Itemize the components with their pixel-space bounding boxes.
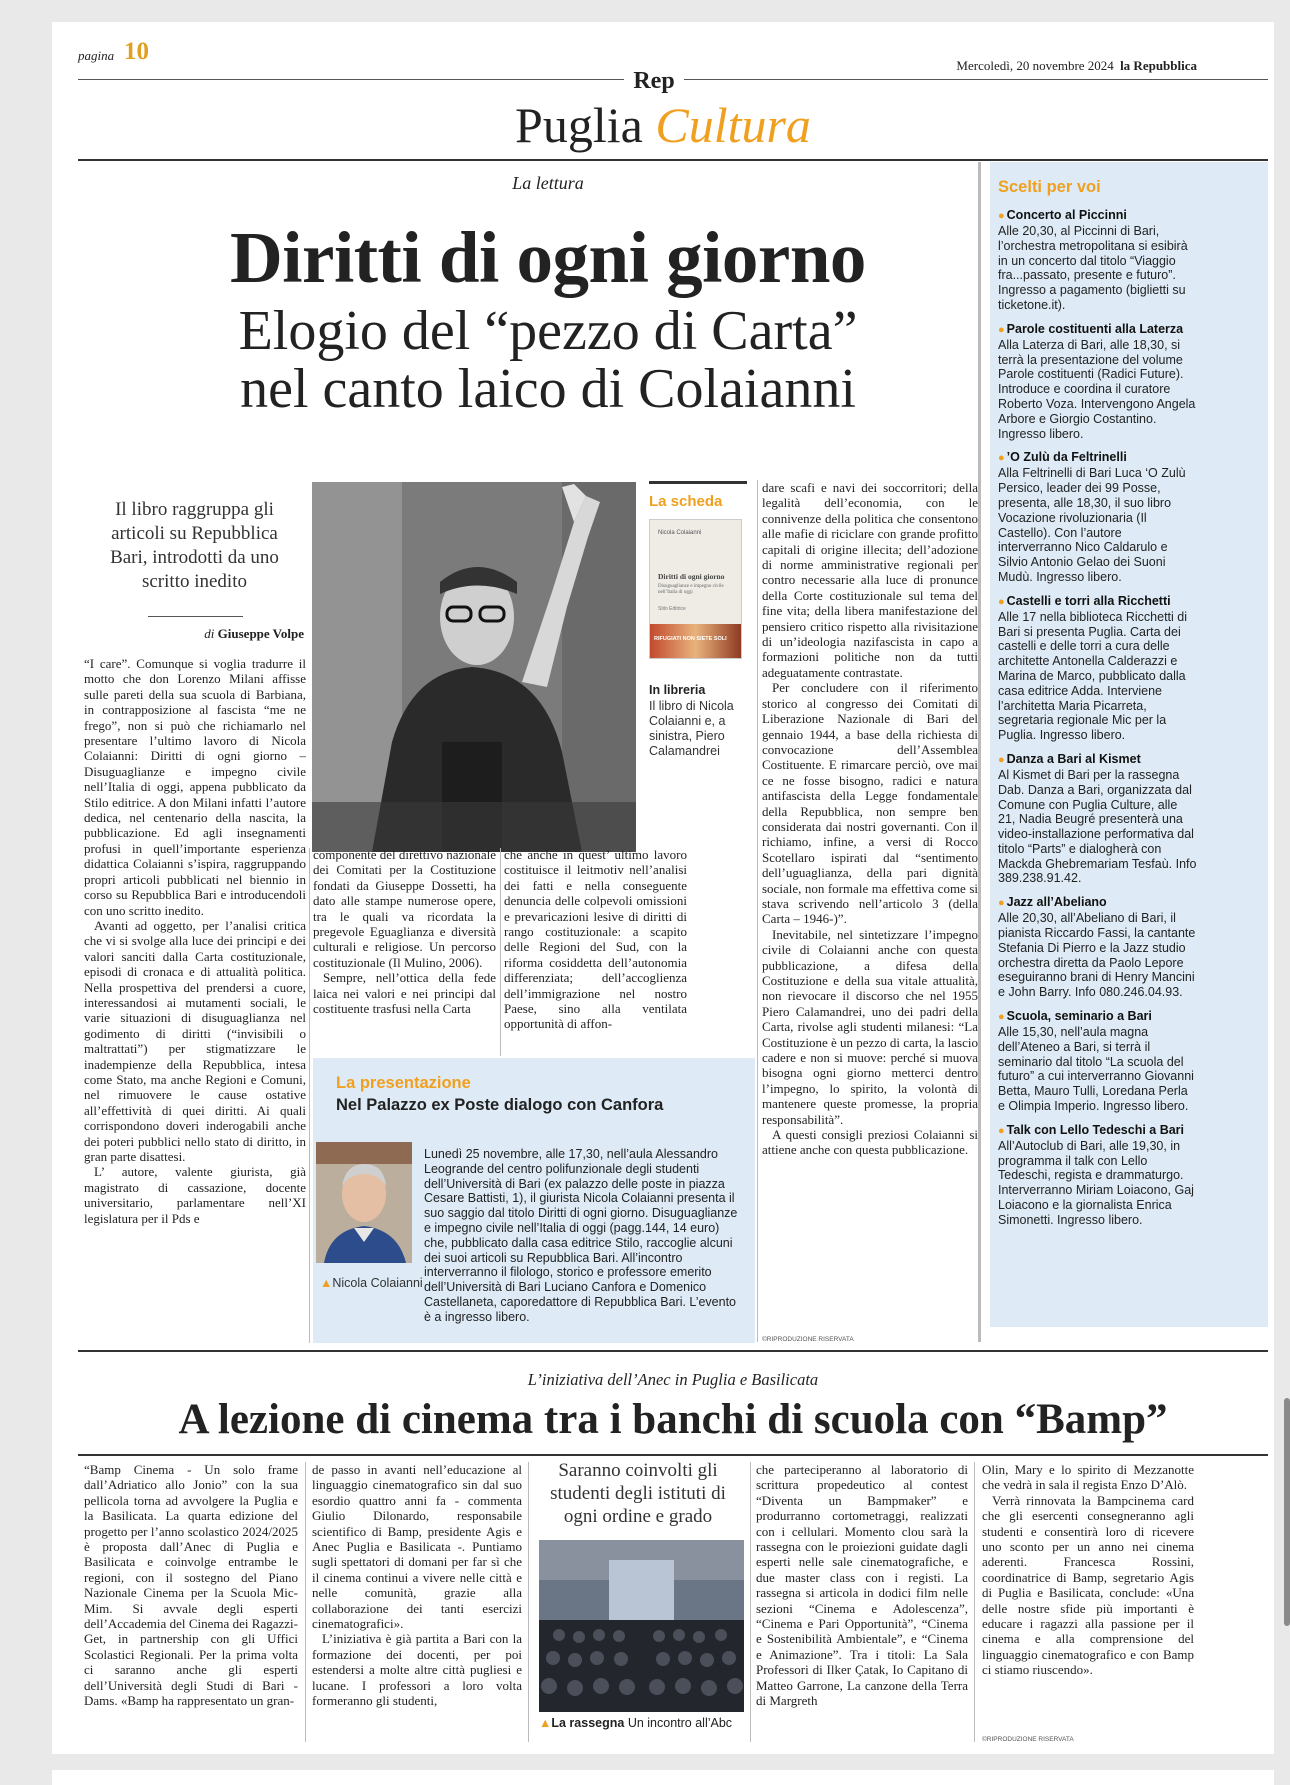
agenda-item-title bbox=[998, 208, 1198, 224]
column-divider bbox=[309, 848, 310, 1343]
agenda-item-title-text: Concerto al Piccinni bbox=[1006, 208, 1127, 222]
paragraph: de passo in avanti nell’educazione al linguaggio cinematografico sin dal suo esordio quattro anni fa - commenta Giulio Dilonardo, responsabile scientifico di Bamp, presidente Agis e Anec Puglia e Basilicata -. Puntiamo sugli spettatori di domani per far sì che il cinema continui a vivere nelle città e nelle comunità, grazie alla collaborazione dei tanti esercizi cinematografici». bbox=[312, 1462, 522, 1632]
agenda-item bbox=[998, 895, 1198, 1000]
paragraph: A questi consigli preziosi Colaianni si attiene anche con questa pubblicazione. bbox=[762, 1127, 978, 1158]
bullet-icon: ● bbox=[998, 595, 1005, 608]
second-col3 bbox=[756, 1462, 968, 1742]
paragraph: che parteciperanno al laboratorio di scrittura propedeutico al contest “Diventa un Bampmaker” e produrranno cortometraggi, realizzati con i cellulari. Momento clou sarà la rassegna con le proiezioni guidate dagli esperti nelle sale cinematografiche, e due master class con i registi. La rassegna si articola in dodici film nelle sezioni “Cinema e Adolescenza”, “Cinema e Pari Opportunità”, “Cinema e Sostenibilità Ambientale”, e “Cinema e Animazione”. Tra i titoli: La Sala Professori di Ilker Çatak, Io Capitano di Matteo Garrone, La canzone della Terra di Margreth bbox=[756, 1462, 968, 1709]
caption-title: La rassegna bbox=[551, 1716, 625, 1730]
agenda-item-text: Alla Feltrinelli di Bari Luca ‘O Zulù Persico, leader dei 99 Posse, presenta, alle 18,30, il suo libro Vocazione rivoluzionaria (Il Castello). Con l’autore interverranno Nico Caldarulo e Silvio Antonio Gelao dei Suoni Mudù. Ingresso libero. bbox=[998, 466, 1186, 584]
triangle-icon: ▲ bbox=[539, 1716, 552, 1730]
bullet-icon: ● bbox=[998, 452, 1005, 465]
page-number: 10 bbox=[124, 38, 149, 65]
agenda-item-title-text: Talk con Lello Tedeschi a Bari bbox=[1006, 1122, 1185, 1137]
agenda-item bbox=[998, 1123, 1198, 1228]
header-date bbox=[947, 58, 1197, 74]
agenda-item-title bbox=[998, 1009, 1198, 1025]
article-kicker: La lettura bbox=[512, 173, 584, 193]
caption-text: Un incontro all’Abc bbox=[627, 1716, 733, 1730]
calamandrei-photo bbox=[312, 482, 636, 852]
agenda-item-title-text: Parole costituenti alla Laterza bbox=[1006, 321, 1184, 336]
second-col4 bbox=[982, 1462, 1194, 1732]
paragraph: “Bamp Cinema - Un solo frame dall’Adriatico allo Jonio” con la sua pellicola torna ad avvolgere la Puglia e la Basilicata. La quarta edizione del progetto per l’anno scolastico 2024/2025 è proposta dall’Anec di Puglia e Basilicata e coinvolge entrambe le regioni, con il sostegno del Piano Nazionale Cinema per la Scuola Mic-Mim. Si avvale degli esperti dell’Accademia del Cinema dei Ragazzi- Get, in partnership con gli Uffici Scolastici Regionali. Per la prima volta ci saranno anche gli esperti dell’Università degli Studi di Bari - Dams. «Bamp ha rappresentato un gran- bbox=[84, 1462, 298, 1709]
headline-rule bbox=[78, 1454, 1268, 1456]
bullet-icon: ● bbox=[998, 1011, 1005, 1024]
paragraph: Avanti ad oggetto, per l’analisi critica che vi si svolge alla luce dei principi e dei valori sanciti dalla Carta costituzionale, episodi di cronaca e di attualità politica. Nella prospettiva del prendersi a cuore, interessandosi ai mutamenti sociali, le varie situazioni di disuguaglianza nel godimento di diritti (“invisibili o maltrattati”) per stigmatizzare le inadempienze della Repubblica, intesa come Stato, ma anche Regioni e Comuni, nel rimuovere le cause ostative all’effettività di quei diritti. Ai quali corrispondono doveri inderogabili anche dei poteri pubblici nello stato di diritto, in gran parte disattesi. bbox=[84, 917, 306, 1164]
column-divider bbox=[974, 1462, 975, 1742]
calamandrei-figure bbox=[312, 482, 636, 852]
article-col2 bbox=[313, 847, 496, 1057]
presentazione-label: La presentazione bbox=[336, 1074, 471, 1092]
date-text: Mercoledì, 20 novembre 2024 bbox=[956, 58, 1114, 73]
paragraph: Verrà rinnovata la Bampcinema card che gli esercenti consegneranno agli studenti e consentirà loro di ricevere uno sconto per un anno nei cinema aderenti. Francesca Rossini, coordinatrice di Bamp, segretario Agis di Puglia e Basilicata, conclude: «Una delle nostre sfide più importanti è educare i ragazzi alla passione per il cinema e alla comprensione del linguaggio cinematografico e con Bamp ci stiamo riuscendo». bbox=[982, 1492, 1194, 1678]
agenda-item-title bbox=[998, 594, 1198, 610]
rep-logo: Rep bbox=[624, 68, 684, 95]
book-cover-title: Diritti di ogni giorno bbox=[658, 572, 725, 581]
triangle-icon: ▲ bbox=[320, 1276, 333, 1290]
bullet-icon: ● bbox=[998, 210, 1005, 222]
agenda-item bbox=[998, 322, 1198, 442]
scheda-rule bbox=[649, 481, 747, 484]
agenda-item-title-text: Castelli e torri alla Ricchetti bbox=[1006, 593, 1171, 608]
colaianni-portrait bbox=[316, 1142, 412, 1263]
scheda-caption-title: In libreria bbox=[649, 683, 706, 697]
copyright-note: ©RIPRODUZIONE RISERVATA bbox=[982, 1736, 1074, 1743]
second-col2 bbox=[312, 1462, 522, 1742]
paragraph: “I care”. Comunque si voglia tradurre il motto che don Lorenzo Milani affisse sulle pareti della sua scuola di Barbiana, in contrapposizione al fascista “me ne frego”, non si può che richiamarlo nel presentare l’ultimo lavoro di Nicola Colaianni: Diritti di ogni giorno – Disuguaglianze e impegno civile nell’Italia di oggi, appena pubblicato da Stilo editrice. A don Milani infatti l’autore dedica, nel centenario della nascita, la pubblicazione. Ed agli insegnamenti profusi in quell’importante esperienza didattica Colaianni s’ispira, raggruppando propri articoli pubblicati nel biennio in corso su Repubblica Bari e introducendoli con uno scritto inedito. bbox=[84, 656, 306, 918]
column-divider bbox=[500, 848, 501, 1056]
second-col1 bbox=[84, 1462, 298, 1742]
agenda-item bbox=[998, 752, 1198, 886]
article-separator bbox=[78, 1350, 1268, 1352]
agenda-item-text: Alle 20,30, all’Abeliano di Bari, il pianista Riccardo Fassi, la cantante Stefania Di Pierro e la Jazz studio orchestra diretta da Paolo Lepore eseguiranno brani di Henry Mancini e John Barry. Info 080.246.04.93. bbox=[998, 911, 1196, 1000]
agenda-item-text: Al Kismet di Bari per la rassegna Dab. Danza a Bari, organizzata dal Comune con Puglia Culture, alle 21, Nadia Beugré presenterà una video-installazione performativa dal titolo “Parts” e dialogherà con Mackda Ghebremariam Tesfaù. Info 389.238.91.42. bbox=[998, 767, 1197, 886]
presentazione-text: Lunedì 25 novembre, alle 17,30, nell’aula Alessandro Leogrande del centro polifunzionale degli studenti dell’Università di Bari (ex palazzo delle poste in piazza Cesare Battisti, 1), il giurista Nicola Colaianni presenta il suo saggio dal titolo Diritti di ogni giorno. Disuguaglianze e impegno civile nell’Italia di oggi (pagg.144, 14 euro) che, pubblicato dalla casa editrice Stilo, raccoglie alcuni dei suoi articoli su Repubblica Bari. All’incontro interverranno il filologo, storico e professore emerito dell’Università di Bari Luciano Canfora e Domenico Castellaneta, caporedattore di Repubblica Bari. L’evento è a ingresso libero. bbox=[424, 1147, 738, 1324]
bullet-icon: ● bbox=[998, 1124, 1005, 1137]
agenda-list bbox=[998, 208, 1198, 1237]
book-cover-publisher: Stilo Editrice bbox=[658, 606, 686, 612]
agenda-item-title bbox=[998, 752, 1198, 768]
agenda-item-text: Alla Laterza di Bari, alle 18,30, si terrà la presentazione del volume Parole costituenti (Radici Future). Introduce e coordina il curatore Roberto Voza. Intervengono Angela Arbore e Giorgio Costantino. Ingresso libero. bbox=[998, 337, 1196, 441]
page-label: pagina bbox=[78, 48, 115, 63]
article-subhead-line1: Elogio del “pezzo di Carta” bbox=[238, 300, 858, 362]
byline-prefix: di bbox=[204, 626, 215, 641]
scheda-caption-text: Il libro di Nicola Colaianni e, a sinistra, Piero Calamandrei bbox=[649, 699, 734, 758]
paragraph: Per concludere con il riferimento storico al congresso dei Comitati di Liberazione Nazionale di Bari del gennaio 1944, a base della richiesta di convocazione dell’Assemblea Costituente. E rimarcare perciò, ove mai ce ne fosse bisogno, radici e natura antifascista della Legge fondamentale della Repubblica, non sempre ben considerata dai nostri governanti. Con il richiamo, infine, a versi di Rocco Scotellaro ispirati dal “sentimento dell’uguaglianza, della pari dignità sociale, non formale ma effettiva come si stava scrivendo nell’articolo 3 (della Carta – 1946-)”. bbox=[762, 680, 978, 927]
agenda-item-title-text: Danza a Bari al Kismet bbox=[1006, 751, 1141, 766]
book-cover-author: Nicola Colaianni bbox=[658, 530, 702, 536]
article-subhead-line2: nel canto laico di Colaianni bbox=[240, 358, 856, 420]
column-divider bbox=[757, 480, 758, 1342]
column-divider bbox=[305, 1462, 306, 1742]
section-name: Puglia bbox=[515, 97, 643, 153]
agenda-title: Scelti per voi bbox=[998, 178, 1101, 196]
copyright-note: ©RIPRODUZIONE RISERVATA bbox=[762, 1336, 854, 1343]
byline-author: Giuseppe Volpe bbox=[217, 626, 304, 641]
bullet-icon: ● bbox=[998, 753, 1005, 766]
agenda-item-title bbox=[998, 1123, 1198, 1139]
agenda-item-title-text: Jazz all’Abeliano bbox=[1006, 895, 1107, 910]
second-kicker: L’iniziativa dell’Anec in Puglia e Basilicata bbox=[527, 1370, 819, 1389]
agenda-item bbox=[998, 450, 1198, 584]
agenda-item-title bbox=[998, 322, 1198, 338]
article-col1 bbox=[84, 656, 306, 1346]
agenda-item bbox=[998, 594, 1198, 743]
agenda-item-text: Alle 20,30, al Piccinni di Bari, l’orchestra metropolitana si esibirà in un concerto dal titolo “Viaggio fra...passato, presente e futuro”. Ingresso a pagamento (biglietti su ticketone.it). bbox=[998, 224, 1188, 312]
cinema-audience bbox=[539, 1540, 744, 1712]
paragraph: L’ autore, valente giurista, già magistrato di cassazione, docente universitario, parlamentare nell’XI legislatura per il Pds e bbox=[84, 1164, 306, 1226]
paragraph: componente del direttivo nazionale dei Comitati per la Costituzione fondati da Giuseppe Dossetti, ha dato alle stampe numerose opere, tra le quali va ricordata la pregevole Eguaglianza e diversità culturali e religiose. Un percorso costituzionale (Il Mulino, 2006). bbox=[313, 847, 496, 970]
section-rule bbox=[78, 159, 1268, 161]
paragraph: L’iniziativa è già partita a Bari con la formazione dei docenti, per poi estendersi a molte altre città pugliesi e lucane. I professori a loro volta formeranno gli studenti, bbox=[312, 1631, 522, 1709]
cinema-photo-caption bbox=[539, 1716, 732, 1730]
paragraph: che anche in quest’ ultimo lavoro costituisce il leitmotiv nell’analisi dei fatti e nella conseguente denuncia delle colpevoli omissioni e prevaricazioni lesive di diritti di rango costituzionale: a scapito delle Regioni del Sud, con la riforma cosiddetta dell’autonomia differenziata; dell’accoglienza dell’immigrazione nel nostro Paese, sino alla ventilata opportunità di affon- bbox=[504, 847, 687, 1032]
section-title bbox=[52, 96, 1274, 154]
paper-name: la Repubblica bbox=[1120, 58, 1197, 73]
presentazione-title: Nel Palazzo ex Poste dialogo con Canfora bbox=[336, 1096, 664, 1114]
next-page-edge bbox=[52, 1770, 1274, 1785]
paragraph: Sempre, nell’ottica della fede laica nei valori e nei principi dal costituente trasfusi nella Carta bbox=[313, 970, 496, 1017]
column-divider bbox=[528, 1462, 529, 1742]
paragraph: dare scafi e navi dei soccorritori; della legalità dell’economia, con le connivenze della politica che consentono alle mafie di riciclare con grande profitto capitali di origine illecita; dell’adozione di norme amministrative regionali per contro necessarie alla luce di pronunce della Corte costituzionale sul tema del fine vita; della libera manifestazione del pensiero critico rispetto alla rivisitazione di un’ideologia nazifascista in capo a formazioni politiche non da tutti adeguatamente contrastate. bbox=[762, 480, 978, 680]
article-summary: Il libro raggruppa gli articoli su Repubblica Bari, introdotti da uno scritto inedito bbox=[110, 499, 279, 592]
agenda-item-text: Alle 15,30, nell’aula magna dell’Ateneo a Bari, si terrà il seminario dal titolo “La scuola del futuro” a cui interverranno Giovanni Betta, Mauro Tulli, Loredana Perla e Olimpia Imperio. Ingresso libero. bbox=[998, 1025, 1194, 1114]
column-divider bbox=[750, 1462, 751, 1742]
paragraph: Inevitabile, nel sintetizzare l’impegno civile di Colaianni anche con questa pubblicazione, a difesa della Costituzione e della sua vitale attualità, non rievocare il discorso che nel 1955 Piero Calamandrei, uno dei padri della Carta, rivolse agli studenti milanesi: “La Costituzione è un pezzo di carta, la lascio cadere e non si muove: perché si muova bisogna ogni giorno metterci dentro l’impegno, lo spirito, la volontà di mantenere queste promesse, la propria responsabilità”. bbox=[762, 926, 978, 1127]
book-cover bbox=[649, 519, 742, 659]
newspaper-page bbox=[52, 22, 1274, 1754]
presentazione-photo-caption bbox=[320, 1276, 423, 1291]
second-headline: A lezione di cinema tra i banchi di scuola con “Bamp” bbox=[178, 1396, 1168, 1443]
book-cover-banner: RIFUGIATI NON SIETE SOLI bbox=[654, 636, 727, 642]
subsection-name: Cultura bbox=[655, 97, 811, 153]
article-headline: Diritti di ogni giorno bbox=[230, 217, 866, 298]
bullet-icon: ● bbox=[998, 897, 1005, 910]
sidebar-divider bbox=[978, 162, 981, 1342]
byline bbox=[92, 626, 304, 642]
book-cover-image bbox=[650, 624, 741, 658]
byline-rule bbox=[148, 616, 243, 617]
agenda-item-text: All’Autoclub di Bari, alle 19,30, in programma il talk con Lello Tedeschi, regista e drammaturgo. Interverranno Miriam Loiacono, Gaj Loiacono e la giornalista Enrica Simonetti. Ingresso libero. bbox=[998, 1138, 1194, 1227]
photo-caption-text: Nicola Colaianni bbox=[332, 1276, 423, 1290]
book-cover-subtitle: Disuguaglianze e impegno civile nell’Italia di oggi bbox=[658, 584, 724, 595]
scrollbar-thumb[interactable] bbox=[1284, 1398, 1290, 1626]
agenda-item-text: Alle 17 nella biblioteca Ricchetti di Bari si presenta Puglia. Carta dei castelli e delle torri a cura delle architette Antonella Calderazzi e Marina de Marco, pubblicato dalla casa editrice Adda. Interviene l’architetta Maria Picarreta, segretaria regionale Mic per la Puglia. Ingresso libero. bbox=[998, 609, 1187, 743]
agenda-item-title-text: Scuola, seminario a Bari bbox=[1006, 1009, 1152, 1024]
cinema-photo bbox=[539, 1540, 744, 1712]
agenda-item-title bbox=[998, 450, 1198, 466]
agenda-item-title bbox=[998, 895, 1198, 911]
colaianni-photo bbox=[316, 1142, 412, 1263]
agenda-sidebar bbox=[990, 162, 1268, 1327]
pullquote: Saranno coinvolti gli studenti degli istituti di ogni ordine e grado bbox=[550, 1460, 726, 1527]
paragraph: Olin, Mary e lo spirito di Mezzanotte che vedrà in sala il regista Enzo D’Alò. bbox=[982, 1462, 1194, 1493]
article-col4 bbox=[762, 480, 978, 1332]
article-col3 bbox=[504, 847, 687, 1057]
agenda-item bbox=[998, 1009, 1198, 1114]
agenda-item bbox=[998, 208, 1198, 313]
bullet-icon: ● bbox=[998, 323, 1005, 336]
agenda-item-title-text: ’O Zulù da Feltrinelli bbox=[1006, 450, 1127, 465]
scheda-label: La scheda bbox=[649, 493, 723, 510]
